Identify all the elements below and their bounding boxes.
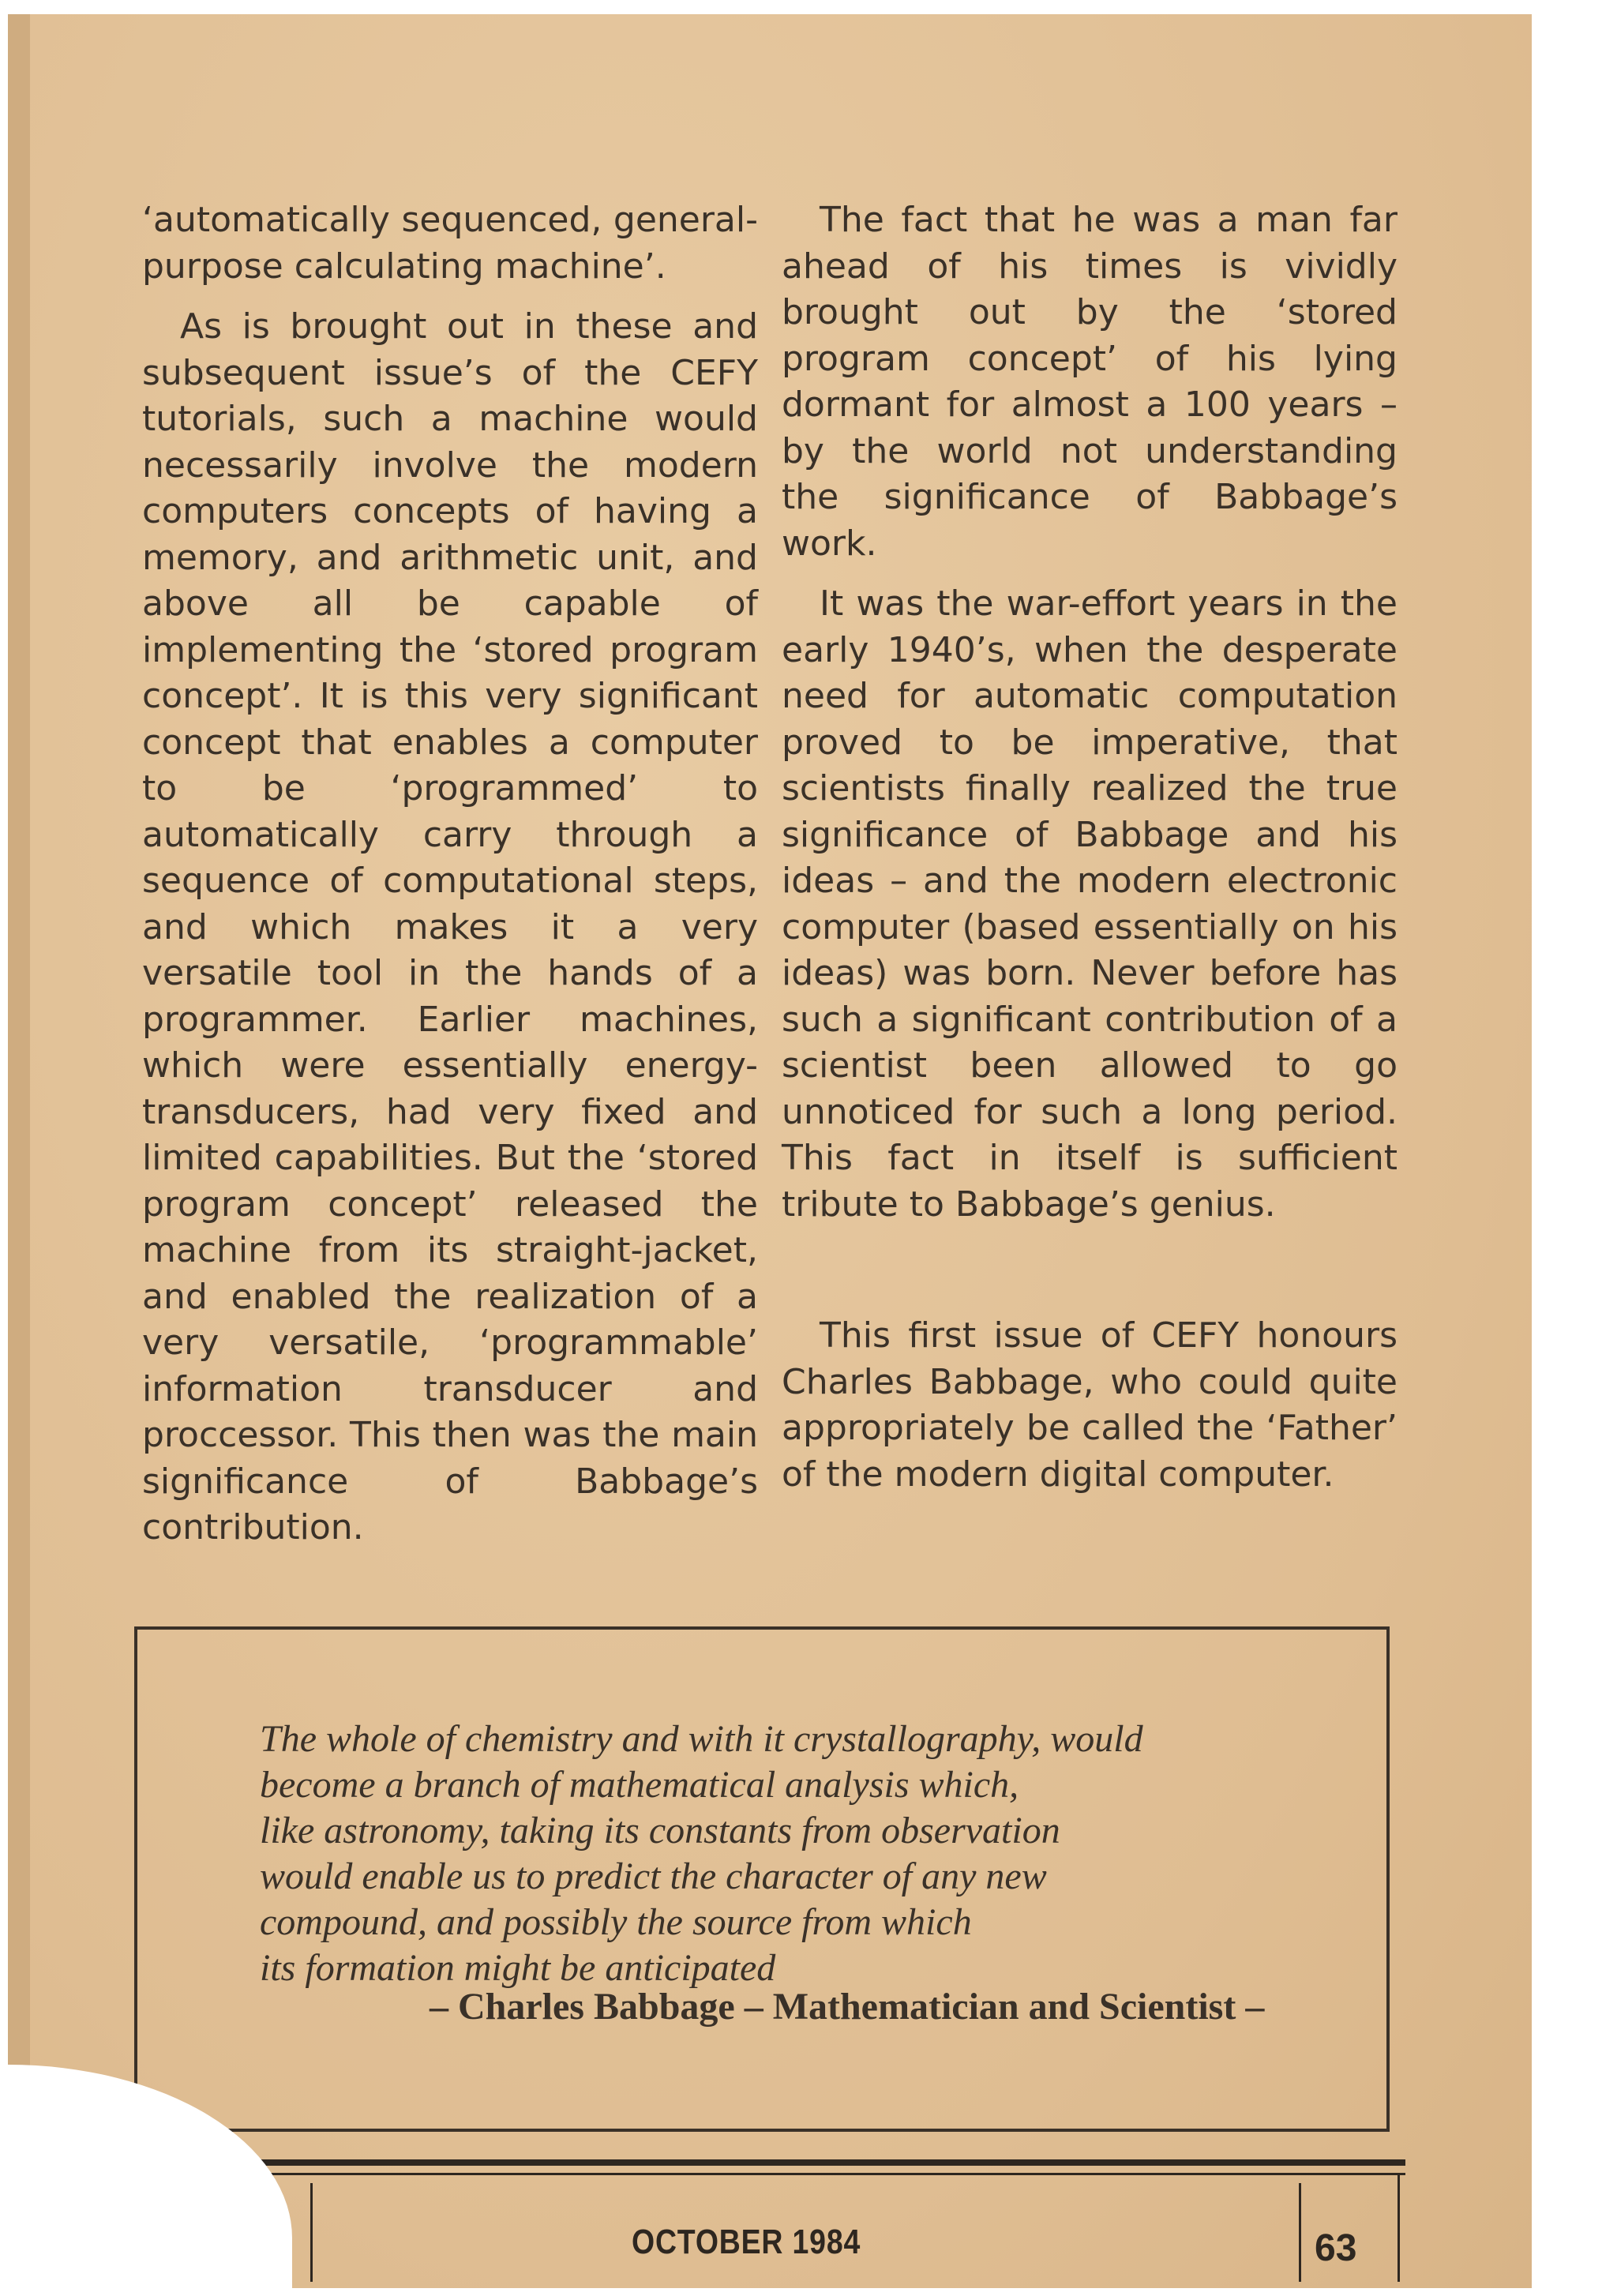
quote-line: would enable us to predict the character of any new bbox=[260, 1855, 1047, 1897]
babbage-quote bbox=[260, 1716, 1286, 1991]
left-paragraph-1: ‘automatically sequenced, general-purpose calculating machine’. bbox=[142, 200, 758, 287]
quote-attribution: – Charles Babbage – Mathematician and Scientist – bbox=[430, 1986, 1265, 2028]
quote-line: become a branch of mathematical analysis which, bbox=[260, 1764, 1019, 1806]
footer-divider-left bbox=[310, 2183, 313, 2282]
footer-rule-thick bbox=[241, 2159, 1405, 2166]
paragraph-spacer bbox=[782, 1242, 1398, 1313]
right-column bbox=[782, 197, 1398, 1512]
quote-line: The whole of chemistry and with it crystallography, would bbox=[260, 1718, 1143, 1760]
issue-date: OCTOBER 1984 bbox=[632, 2223, 861, 2261]
right-paragraph-2: It was the war-effort years in the early 1940’s, when the desperate need for automatic computation proved to be imperative, that scientists finally realized the true significance of Babbage and his ideas – and the modern electronic computer (based essentially on his ideas) was born. Never before has such a significant contribution of a scientist been allowed to go unnoticed for such a long period. This fact in itself is sufficient tribute to Babbage’s genius. bbox=[782, 583, 1398, 1225]
page-number: 63 bbox=[1315, 2227, 1357, 2269]
footer-rule-thin bbox=[241, 2173, 1405, 2175]
footer-box-edge bbox=[1398, 2175, 1400, 2282]
left-paragraph-2: As is brought out in these and subsequent issue’s of the CEFY tutorials, such a machine would necessarily involve the modern computers concepts of having a memory, and arithmetic unit, and above all be capable of implementing the ‘stored program concept’. It is this very significant concept that enables a computer to be ‘programmed’ to automatically carry through a sequence of computational steps, and which makes it a very versatile tool in the hands of a programmer. Earlier machines, which were essentially energy-transducers, had very fixed and limited capabilities. But the ‘stored program concept’ released the machine from its straight-jacket, and enabled the realization of a very versatile, ‘programmable’ information transducer and proccessor. This then was the main significance of Babbage’s contribution. bbox=[142, 306, 758, 1548]
quote-box bbox=[134, 1626, 1390, 2132]
right-paragraph-3: This first issue of CEFY honours Charles Babbage, who could quite appropriately be called the ‘Father’ of the modern digital computer. bbox=[782, 1315, 1398, 1495]
quote-line: compound, and possibly the source from which bbox=[260, 1901, 972, 1943]
left-column bbox=[142, 197, 758, 1566]
binding-edge bbox=[8, 14, 30, 2288]
quote-line: like astronomy, taking its constants from observation bbox=[260, 1810, 1060, 1851]
quote-line: its formation might be anticipated bbox=[260, 1947, 776, 1989]
right-paragraph-1: The fact that he was a man far ahead of his times is vividly brought out by the ‘stored program concept’ of his lying dormant for almost a 100 years – by the world not understanding the significance of Babbage’s work. bbox=[782, 200, 1398, 564]
footer-divider-right bbox=[1299, 2183, 1301, 2282]
